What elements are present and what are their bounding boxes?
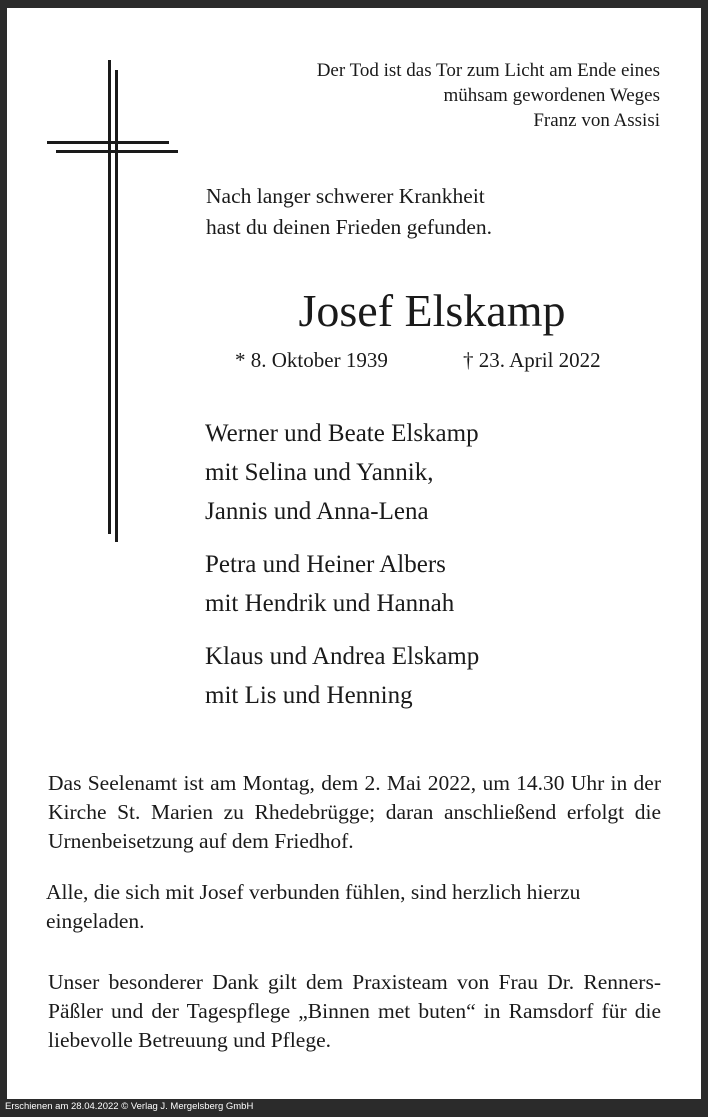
- intro-line: Nach langer schwerer Krankheit: [206, 184, 485, 208]
- thanks-paragraph: Unser besonderer Dank gilt dem Praxisteam von Frau Dr. Renners-Päßler und der Tagespflege „Binnen met buten“ in Ramsdorf für die liebevolle Betreuung und Pflege.: [48, 970, 661, 1052]
- family-line: mit Selina und Yannik,: [205, 459, 434, 486]
- deceased-name: Josef Elskamp: [298, 285, 566, 336]
- family-group: [205, 414, 479, 531]
- family-line: Werner und Beate Elskamp: [205, 420, 479, 447]
- birth-date: * 8. Oktober 1939: [235, 348, 388, 372]
- family-line: Petra und Heiner Albers: [205, 551, 446, 578]
- family-line: Klaus und Andrea Elskamp: [205, 643, 480, 670]
- family-line: mit Lis und Henning: [205, 682, 413, 709]
- quote-author: Franz von Assisi: [533, 110, 660, 131]
- family-group: [205, 637, 479, 715]
- quote-block: [200, 58, 660, 133]
- cross-icon-horizontal-bar-top: [47, 141, 169, 144]
- publication-footer: Erschienen am 28.04.2022 © Verlag J. Mergelsberg GmbH: [5, 1101, 254, 1112]
- intro-line: hast du deinen Frieden gefunden.: [206, 215, 492, 239]
- death-date: † 23. April 2022: [463, 348, 601, 372]
- obituary-notice: [7, 8, 701, 1099]
- funeral-info-paragraph: Das Seelenamt ist am Montag, dem 2. Mai 2022, um 14.30 Uhr in der Kirche St. Marien zu Rhedebrügge; daran anschließend erfolgt die Urnenbeisetzung auf dem Friedhof.: [48, 771, 661, 853]
- family-line: Jannis und Anna-Lena: [205, 498, 429, 525]
- cross-icon-horizontal-bar-bottom: [56, 150, 178, 153]
- intro-text: [206, 181, 492, 243]
- invitation-paragraph: Alle, die sich mit Josef verbunden fühlen, sind herzlich hierzu eingeladen.: [46, 880, 581, 933]
- family-group: [205, 545, 454, 623]
- quote-line: Der Tod ist das Tor zum Licht am Ende eines: [316, 60, 660, 81]
- quote-line: mühsam gewordenen Weges: [443, 85, 660, 106]
- family-line: mit Hendrik und Hannah: [205, 590, 455, 617]
